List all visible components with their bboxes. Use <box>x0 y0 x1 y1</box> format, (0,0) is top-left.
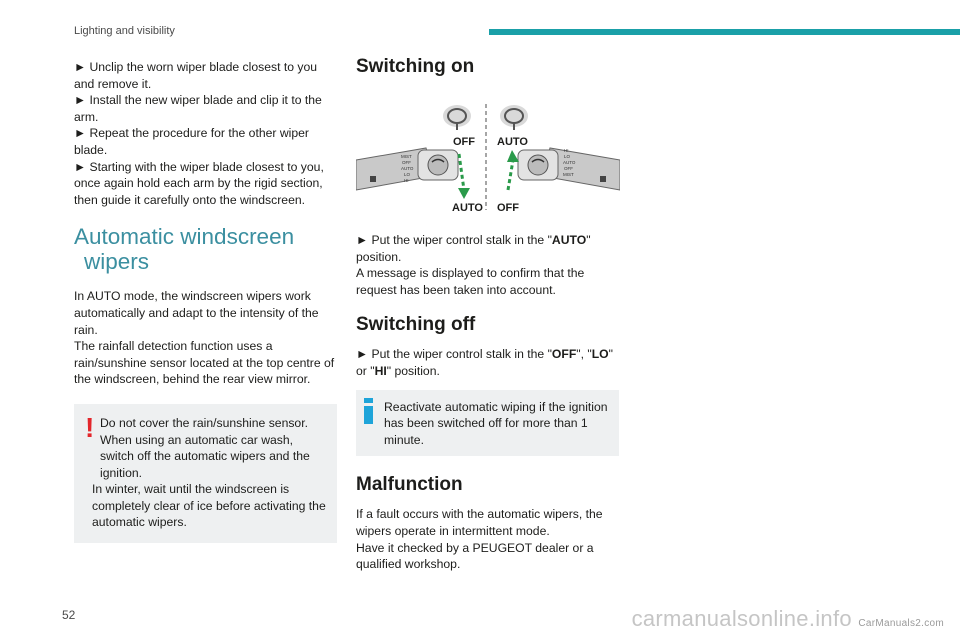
hi-position: HI <box>374 363 387 378</box>
step-text-post: " position. <box>386 363 440 378</box>
step-text-pre: ► Put the wiper control stalk in the " <box>356 347 552 362</box>
stalk-mark: HI <box>564 148 569 153</box>
malfunction-text: If a fault occurs with the automatic wipers, the wipers operate in intermittent mode. <box>356 507 603 538</box>
switching-on-heading: Switching on <box>356 56 475 77</box>
exclamation-icon: ! <box>85 411 95 443</box>
heading-line-2: wipers <box>84 249 150 275</box>
stalk-mark: HI <box>404 178 409 183</box>
arrow-down-icon <box>458 154 470 199</box>
stalk-mark: AUTO <box>401 166 414 171</box>
label-auto-bottom: AUTO <box>452 202 483 214</box>
stalk-mark: OFF <box>564 166 573 171</box>
label-auto-top: AUTO <box>497 136 528 148</box>
step-repeat: ► Repeat the procedure for the other wiper blade. <box>74 126 309 157</box>
arrow-up-icon <box>507 150 519 190</box>
intro-auto-mode: In AUTO mode, the windscreen wipers work automatically and adapt to the intensity of the rain. <box>74 289 319 337</box>
step-unclip: ► Unclip the worn wiper blade closest to you and remove it. <box>74 60 318 91</box>
switching-on-step <box>356 232 620 265</box>
stalk-mark: LO <box>404 172 411 177</box>
heading-line-1: Automatic windscreen <box>74 224 295 250</box>
label-off-top: OFF <box>453 136 475 148</box>
page-number: 52 <box>62 608 76 622</box>
auto-position: AUTO <box>551 233 587 247</box>
step-guide: ► Starting with the wiper blade closest to you, once again hold each arm by the rigid section, then guide it carefully onto the windscreen. <box>74 159 324 207</box>
automatic-wipers-heading <box>74 224 339 274</box>
wiper-stalk-diagram <box>356 102 620 214</box>
switching-off-step <box>356 346 620 379</box>
label-off-bottom: OFF <box>497 202 519 214</box>
malfunction-heading: Malfunction <box>356 474 463 496</box>
info-line-2: has been switched off for more than 1 minute. <box>384 416 588 447</box>
separator: " or " <box>356 347 613 378</box>
info-line-1: Reactivate automatic wiping if the ignition <box>384 399 608 414</box>
warning-line-2: When using an automatic car wash, switch off the automatic wipers and the ignition. <box>100 432 310 480</box>
watermark-text: carmanualsonline.info <box>631 606 852 631</box>
confirmation-message: A message is displayed to confirm that the request has been taken into account. <box>356 266 585 297</box>
steering-wheel-icon <box>500 105 528 130</box>
header-accent-bar <box>489 29 960 35</box>
lo-position: LO <box>591 347 609 362</box>
section-title: Lighting and visibility <box>74 25 175 37</box>
info-box <box>356 390 619 457</box>
watermark <box>632 606 944 632</box>
right-column <box>356 56 620 573</box>
info-icon <box>364 398 373 424</box>
warning-box <box>74 404 337 543</box>
step-text-pre: ► Put the wiper control stalk in the " <box>356 233 552 247</box>
switching-off-heading: Switching off <box>356 314 476 336</box>
stalk-mark: OFF <box>402 160 411 165</box>
stalk-mark: MIST <box>563 172 574 177</box>
steering-wheel-icon <box>443 105 471 130</box>
warning-line-1: Do not cover the rain/sunshine sensor. <box>100 415 308 430</box>
stalk-mark: MIST <box>401 154 412 159</box>
left-column <box>74 59 339 543</box>
stalk-mark: LO <box>564 154 571 159</box>
replacement-steps <box>74 59 339 208</box>
warning-line-3: In winter, wait until the windscreen is completely clear of ice before activating the automatic wipers. <box>92 482 326 530</box>
watermark-small: CarManuals2.com <box>858 618 944 629</box>
step-install: ► Install the new wiper blade and clip it to the arm. <box>74 93 322 124</box>
malfunction-advice: Have it checked by a PEUGEOT dealer or a qualified workshop. <box>356 540 594 572</box>
separator: ", " <box>576 347 592 362</box>
step-text-post: " position. <box>356 233 591 264</box>
off-position: OFF <box>551 347 577 362</box>
intro-sensor: The rainfall detection function uses a rain/sunshine sensor located at the top centre of the windscreen, behind the rear view mirror. <box>74 339 335 387</box>
stalk-mark: AUTO <box>563 160 576 165</box>
